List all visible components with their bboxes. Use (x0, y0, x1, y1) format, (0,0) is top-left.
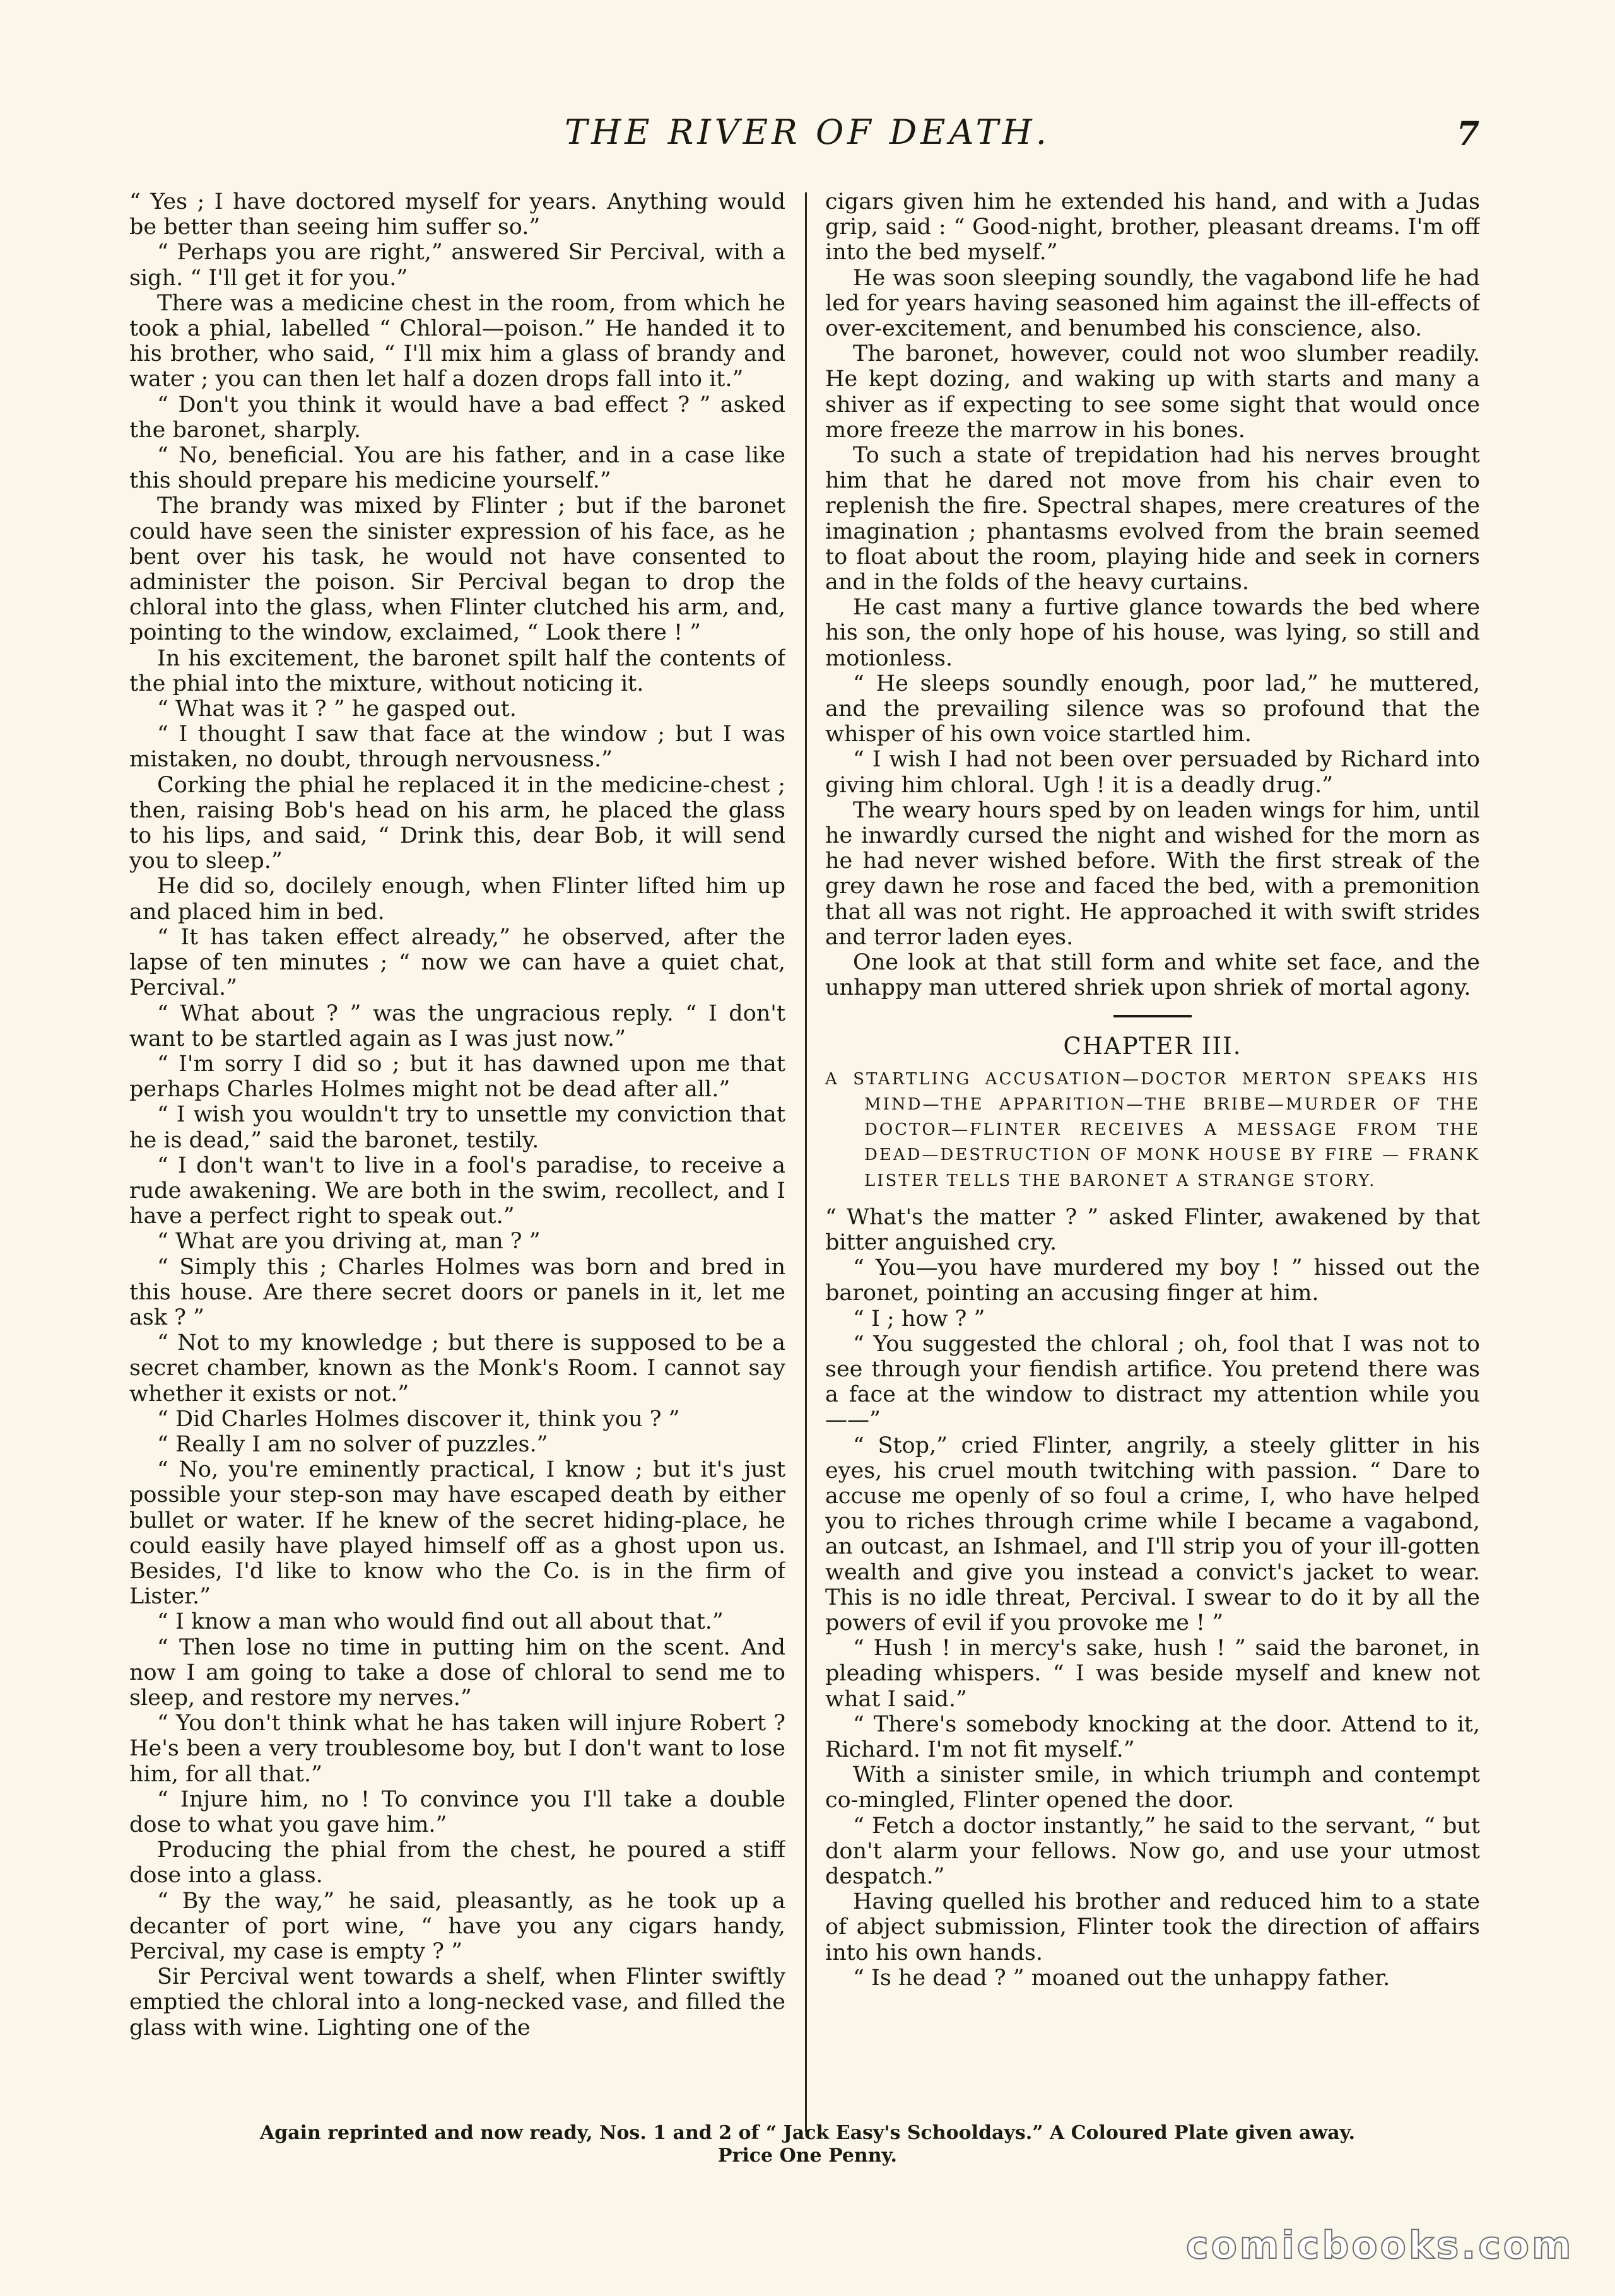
paragraph: “ I thought I saw that face at the window ; but I was mistaken, no doubt, through nervousness.” (129, 722, 785, 773)
section-rule (1113, 1015, 1192, 1017)
paragraph: One look at that still form and white set face, and the unhappy man uttered shriek upon shriek of mortal agony. (825, 950, 1480, 1001)
paragraph: “ Did Charles Holmes discover it, think you ? ” (157, 1406, 680, 1432)
paragraph: Having quelled his brother and reduced him to a state of abject submission, Flinter took the direction of affairs into his own hands. (825, 1889, 1480, 1965)
paragraph: To such a state of trepidation had his nerves brought him that he dared not move from his chair even to replenish the fire. Spectral shapes, mere creatures of the imagination ; phantasms evolved from the brain seemed to float about the room, playing hide and seek in corners and in the folds of the heavy curtains. (825, 443, 1480, 595)
paragraph: “ By the way,” he said, pleasantly, as he took up a decanter of port wine, “ have you any cigars handy, Percival, my case is empty ? ” (129, 1888, 785, 1965)
paragraph: The brandy was mixed by Flinter ; but if the baronet could have seen the sinister expression of his face, as he bent over his task, he would not have consented to administer the poison. Sir Percival began to drop the chloral into the glass, when Flinter clutched his arm, and, pointing to the window, exclaimed, “ Look there ! ” (129, 493, 785, 646)
paragraph: He cast many a furtive glance towards the bed where his son, the only hope of his house, was lying, so still and motionless. (825, 595, 1480, 671)
paragraph: “ He sleeps soundly enough, poor lad,” he muttered, and the prevailing silence was so profound that the whisper of his own voice startled him. (825, 671, 1480, 747)
paragraph: “ What are you driving at, man ? ” (157, 1229, 541, 1255)
paragraph: “ Fetch a doctor instantly,” he said to the servant, “ but don't alarm your fellows. Now go, and use your utmost despatch.” (825, 1813, 1480, 1889)
paragraph: “ Then lose no time in putting him on the scent. And now I am going to take a dose of chloral to send me to sleep, and restore my nerves.” (129, 1634, 785, 1711)
paragraph: “ Hush ! in mercy's sake, hush ! ” said the baronet, in pleading whispers. “ I was beside myself and knew not what I said.” (825, 1636, 1480, 1712)
left-column (129, 189, 785, 2119)
paragraph: “ No, beneficial. You are his father, and in a case like this should prepare his medicine yourself.” (129, 443, 785, 494)
column-divider (805, 192, 807, 2132)
paragraph: Corking the phial he replaced it in the medicine-chest ; then, raising Bob's head on his arm, he placed the glass to his lips, and said, “ Drink this, dear Bob, it will send you to sleep.” (129, 772, 785, 874)
paragraph: “ Perhaps you are right,” answered Sir Percival, with a sigh. “ I'll get it for you.” (129, 240, 785, 291)
paragraph: “ No, you're eminently practical, I know ; but it's just possible your step-son may have escaped death by either bullet or water. If he knew of the secret hiding-place, he could easily have played himself off as a ghost upon us. Besides, I'd like to know who the Co. is in the firm of Lister.” (129, 1457, 785, 1610)
paragraph: Sir Percival went towards a shelf, when Flinter swiftly emptied the chloral into a long-necked vase, and filled the glass with wine. Lighting one of the (129, 1964, 785, 2041)
running-title: THE RIVER OF DEATH. (565, 112, 1050, 152)
paragraph: He did so, docilely enough, when Flinter lifted him up and placed him in bed. (129, 874, 785, 925)
paragraph: “ There's somebody knocking at the door. Attend to it, Richard. I'm not fit myself.” (825, 1711, 1480, 1762)
paragraph: “ What was it ? ” he gasped out. (157, 696, 517, 722)
paragraph: “ I wish you wouldn't try to unsettle my conviction that he is dead,” said the baronet, testily. (129, 1102, 785, 1153)
site-watermark: comicbooks.com (1186, 2223, 1574, 2268)
footer-ad-price: Price One Penny. (718, 2145, 897, 2167)
paragraph: “ I know a man who would find out all about that.” (157, 1609, 724, 1635)
paragraph: “ What about ? ” was the ungracious reply. “ I don't want to be startled again as I was just now.” (129, 1000, 785, 1051)
paragraph: Producing the phial from the chest, he poured a stiff dose into a glass. (129, 1837, 785, 1889)
paragraph: In his excitement, the baronet spilt half the contents of the phial into the mixture, without noticing it. (129, 645, 785, 696)
paragraph: “ Really I am no solver of puzzles.” (157, 1431, 548, 1457)
page-number: 7 (1456, 115, 1479, 153)
paragraph: “ Yes ; I have doctored myself for years. Anything would be better than seeing him suffer so.” (129, 189, 785, 240)
footer-ad-line: Again reprinted and now ready, Nos. 1 and 2 of “ Jack Easy's Schooldays.” A Coloured Plate given away. (259, 2122, 1356, 2144)
footer-advertisement (164, 2122, 1451, 2167)
paragraph: “ You don't think what he has taken will injure Robert ? He's been a very troublesome boy, but I don't want to lose him, for all that.” (129, 1711, 785, 1787)
paragraph: “ Is he dead ? ” moaned out the unhappy father. (853, 1965, 1390, 1991)
paragraph: “ What's the matter ? ” asked Flinter, awakened by that bitter anguished cry. (825, 1204, 1480, 1255)
chapter-heading: CHAPTER III. (1063, 1032, 1242, 1060)
paragraph: He was soon sleeping soundly, the vagabond life he had led for years having seasoned him against the ill-effects of over-excitement, and benumbed his conscience, also. (825, 265, 1480, 342)
paragraph: “ Injure him, no ! To convince you I'll take a double dose to what you gave him.” (129, 1786, 785, 1837)
paragraph: With a sinister smile, in which triumph and contempt co-mingled, Flinter opened the door. (825, 1762, 1480, 1813)
paragraph: “ I wish I had not been over persuaded by Richard into giving him chloral. Ugh ! it is a deadly drug.” (825, 747, 1480, 798)
paragraph: “ I'm sorry I did so ; but it has dawned upon me that perhaps Charles Holmes might not be dead after all.” (129, 1051, 785, 1103)
paragraph: The weary hours sped by on leaden wings for him, until he inwardly cursed the night and wished for the morn as he had never wished before. With the first streak of the grey dawn he rose and faced the bed, with a premonition that all was not right. He approached it with swift strides and terror laden eyes. (825, 797, 1480, 950)
paragraph: “ I ; how ? ” (853, 1306, 985, 1332)
paragraph: “ You suggested the chloral ; oh, fool that I was not to see through your fiendish artifice. You pretend there was a face at the window to distract my attention while you——” (825, 1331, 1480, 1433)
paragraph: “ You—you have murdered my boy ! ” hissed out the baronet, pointing an accusing finger at him. (825, 1255, 1480, 1306)
paragraph: “ Not to my knowledge ; but there is supposed to be a secret chamber, known as the Monk's Room. I cannot say whether it exists or not.” (129, 1330, 785, 1407)
right-column (825, 189, 1480, 2119)
paragraph: “ It has taken effect already,” he observed, after the lapse of ten minutes ; “ now we can have a quiet chat, Percival.” (129, 924, 785, 1001)
paragraph: The baronet, however, could not woo slumber readily. He kept dozing, and waking up with starts and many a shiver as if expecting to see some sight that would once more freeze the marrow in his bones. (825, 341, 1480, 443)
paragraph: “ I don't wan't to live in a fool's paradise, to receive a rude awakening. We are both in the swim, recollect, and I have a perfect right to speak out.” (129, 1152, 785, 1229)
paragraph: “ Don't you think it would have a bad effect ? ” asked the baronet, sharply. (129, 392, 785, 443)
paragraph: cigars given him he extended his hand, and with a Judas grip, said : “ Good-night, brother, pleasant dreams. I'm off into the bed myself.” (825, 189, 1480, 266)
paragraph: “ Stop,” cried Flinter, angrily, a steely glitter in his eyes, his cruel mouth twitching with passion. “ Dare to accuse me openly of so foul a crime, I, who have helped you to riches through crime while I became a vagabond, an outcast, an Ishmael, and I'll strip you of your ill-gotten wealth and give you instead a convict's jacket to wear. This is no idle threat, Percival. I swear to do it by all the powers of evil if you provoke me ! ” (825, 1432, 1480, 1636)
paragraph: There was a medicine chest in the room, from which he took a phial, labelled “ Chloral—poison.” He handed it to his brother, who said, “ I'll mix him a glass of brandy and water ; you can then let half a dozen drops fall into it.” (129, 290, 785, 392)
paragraph: “ Simply this ; Charles Holmes was born and bred in this house. Are there secret doors or panels in it, let me ask ? ” (129, 1254, 785, 1330)
chapter-synopsis: A STARTLING ACCUSATION—DOCTOR MERTON SPEAKS HIS MIND—THE APPARITION—THE BRIBE—MURDER OF THE DOCTOR—FLINTER RECEIVES A MESSAGE FROM THE DEAD—DESTRUCTION OF MONK HOUSE BY FIRE — FRANK LISTER TELLS THE BARONET A STRANGE STORY. (825, 1069, 1480, 1190)
